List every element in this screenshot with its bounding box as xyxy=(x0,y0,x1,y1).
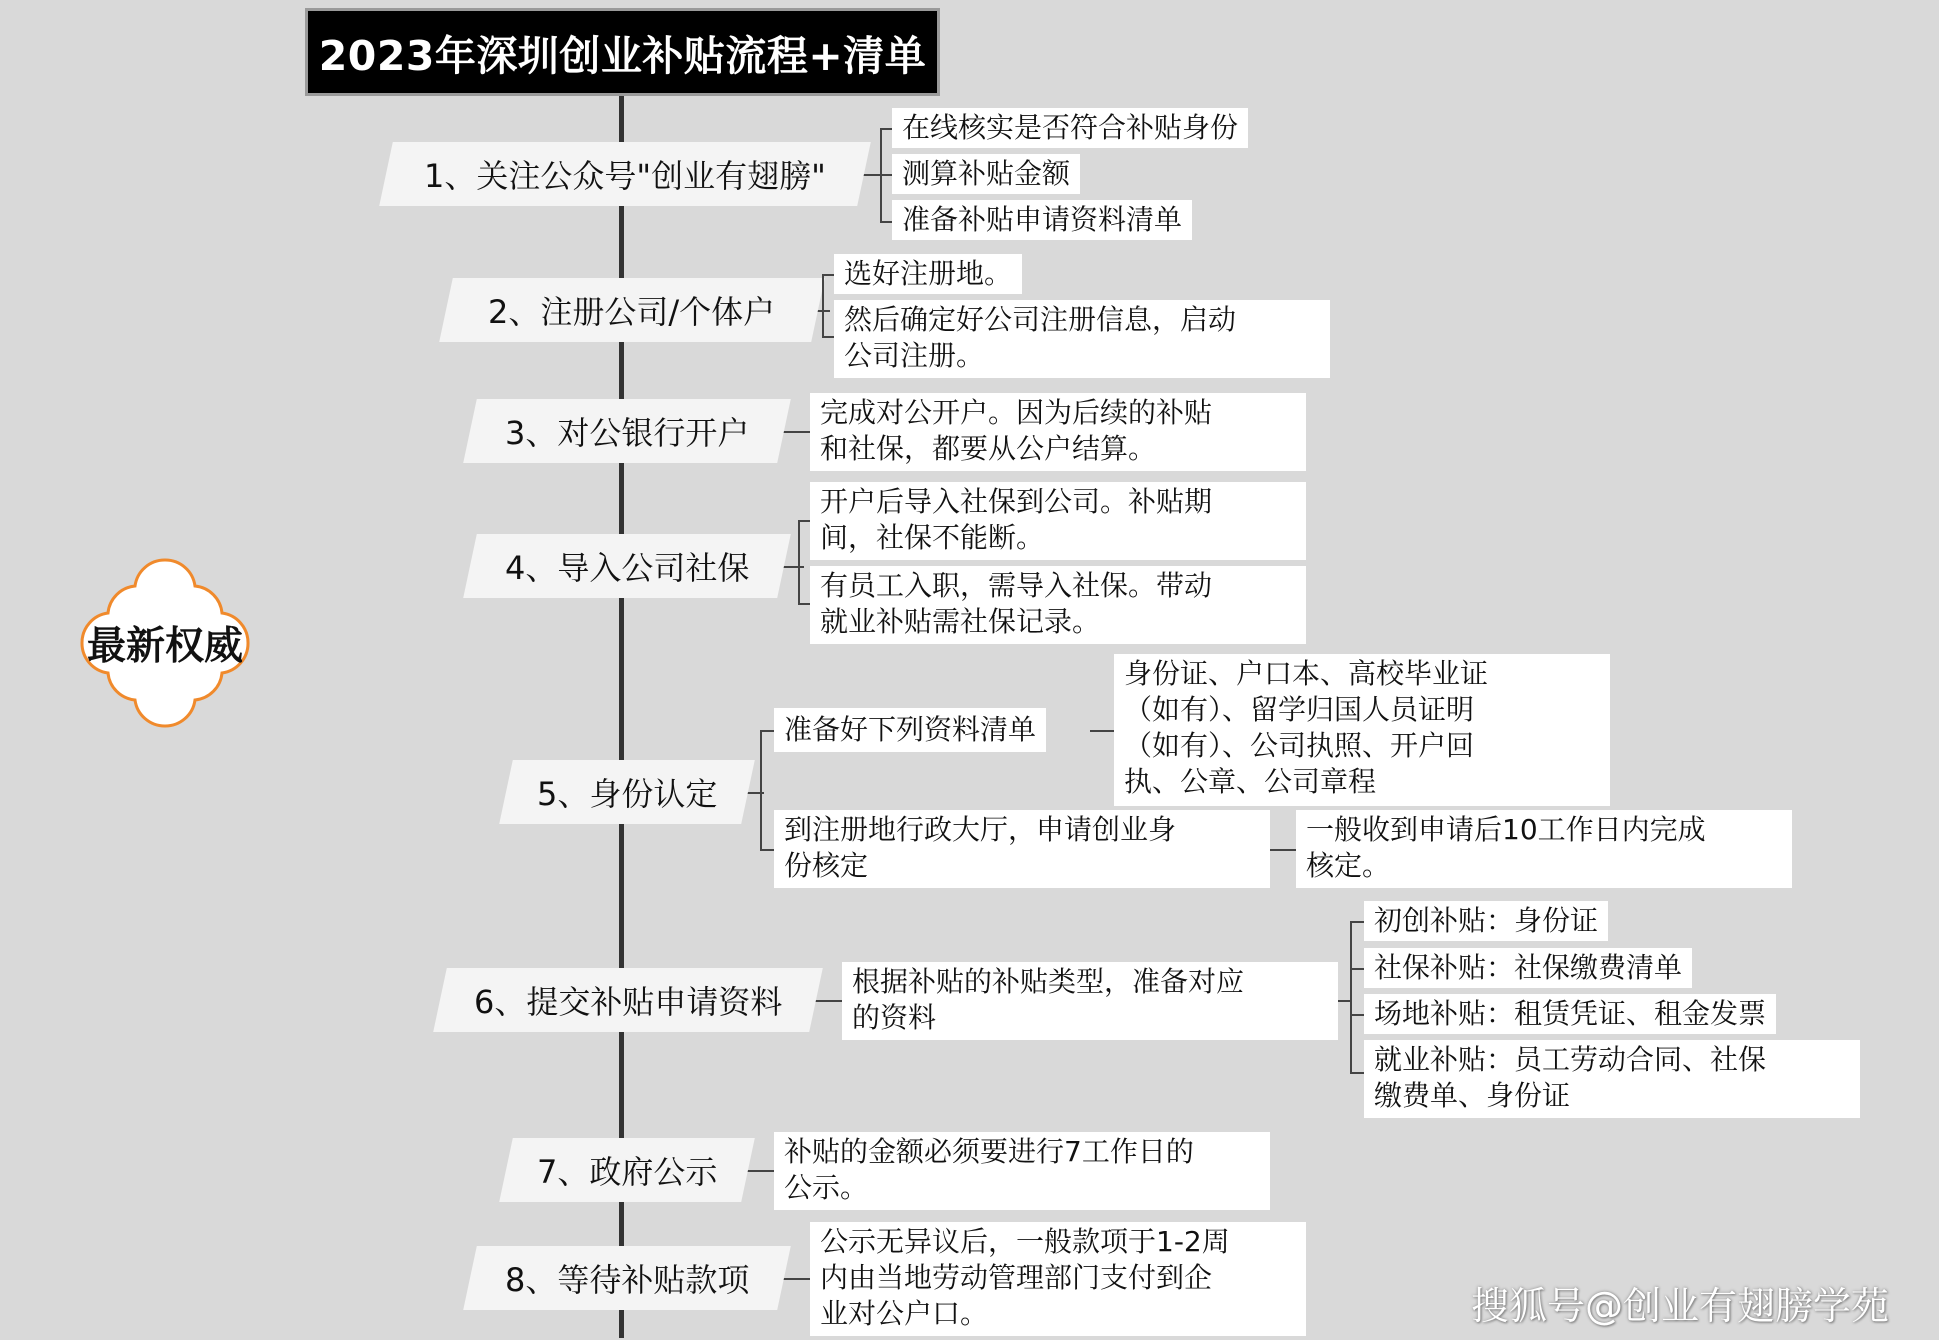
connector xyxy=(1350,1072,1364,1074)
step-3-item: 完成对公开户。因为后续的补贴 和社保，都要从公户结算。 xyxy=(810,393,1306,471)
connector xyxy=(864,174,880,176)
step-5-sub: 准备好下列资料清单 xyxy=(774,708,1046,752)
connector xyxy=(798,603,810,605)
step-6-detail: 社保补贴：社保缴费清单 xyxy=(1364,948,1692,988)
step-5-sub: 到注册地行政大厅，申请创业身 份核定 xyxy=(774,810,1270,888)
connector xyxy=(818,310,830,312)
connector xyxy=(760,730,762,850)
step-6: 6、提交补贴申请资料 xyxy=(433,968,823,1032)
connector xyxy=(1350,921,1364,923)
step-4-item: 有员工入职，需导入社保。带动 就业补贴需社保记录。 xyxy=(810,566,1306,644)
watermark: 搜狐号@创业有翅膀学苑 xyxy=(1470,1284,1889,1328)
connector xyxy=(822,274,834,276)
step-6-sub: 根据补贴的补贴类型，准备对应 的资料 xyxy=(842,962,1338,1040)
connector xyxy=(1350,921,1352,1073)
step-5-detail: 身份证、户口本、高校毕业证 （如有）、留学归国人员证明 （如有）、公司执照、开户回 执、公章、公司章程 xyxy=(1114,654,1610,806)
connector xyxy=(822,336,834,338)
step-6-detail: 就业补贴：员工劳动合同、社保 缴费单、身份证 xyxy=(1364,1040,1860,1118)
connector xyxy=(760,849,774,851)
step-2-item: 选好注册地。 xyxy=(834,254,1022,294)
step-7: 7、政府公示 xyxy=(499,1138,755,1202)
step-6-detail: 初创补贴：身份证 xyxy=(1364,901,1608,941)
badge-label: 最新权威 xyxy=(86,624,243,669)
step-1-item: 测算补贴金额 xyxy=(892,154,1080,194)
connector xyxy=(760,730,774,732)
step-5: 5、身份认定 xyxy=(499,760,755,824)
connector xyxy=(798,520,800,604)
connector xyxy=(748,1170,774,1172)
connector xyxy=(822,274,824,336)
connector xyxy=(1090,730,1114,732)
step-6-detail: 场地补贴：租赁凭证、租金发票 xyxy=(1364,994,1776,1034)
connector xyxy=(880,174,892,176)
step-4: 4、导入公司社保 xyxy=(463,534,791,598)
connector xyxy=(784,431,810,433)
step-1-item: 准备补贴申请资料清单 xyxy=(892,200,1192,240)
connector xyxy=(1270,849,1296,851)
step-1: 1、关注公众号"创业有翅膀" xyxy=(379,142,871,206)
step-8-item: 公示无异议后，一般款项于1-2周 内由当地劳动管理部门支付到企 业对公户口。 xyxy=(810,1222,1306,1336)
step-7-item: 补贴的金额必须要进行7工作日的 公示。 xyxy=(774,1132,1270,1210)
connector xyxy=(880,128,892,130)
connector xyxy=(816,1000,842,1002)
step-8: 8、等待补贴款项 xyxy=(463,1246,791,1310)
connector xyxy=(1350,968,1364,970)
step-2: 2、注册公司/个体户 xyxy=(439,278,825,342)
connector xyxy=(880,221,892,223)
diagram-title: 2023年深圳创业补贴流程+清单 xyxy=(305,8,940,96)
step-3: 3、对公银行开户 xyxy=(463,399,791,463)
connector xyxy=(798,520,810,522)
connector xyxy=(784,1278,810,1280)
step-4-item: 开户后导入社保到公司。补贴期 间，社保不能断。 xyxy=(810,482,1306,560)
step-1-item: 在线核实是否符合补贴身份 xyxy=(892,108,1248,148)
connector xyxy=(1350,1014,1364,1016)
step-2-item: 然后确定好公司注册信息，启动 公司注册。 xyxy=(834,300,1330,378)
step-5-detail: 一般收到申请后10工作日内完成 核定。 xyxy=(1296,810,1792,888)
